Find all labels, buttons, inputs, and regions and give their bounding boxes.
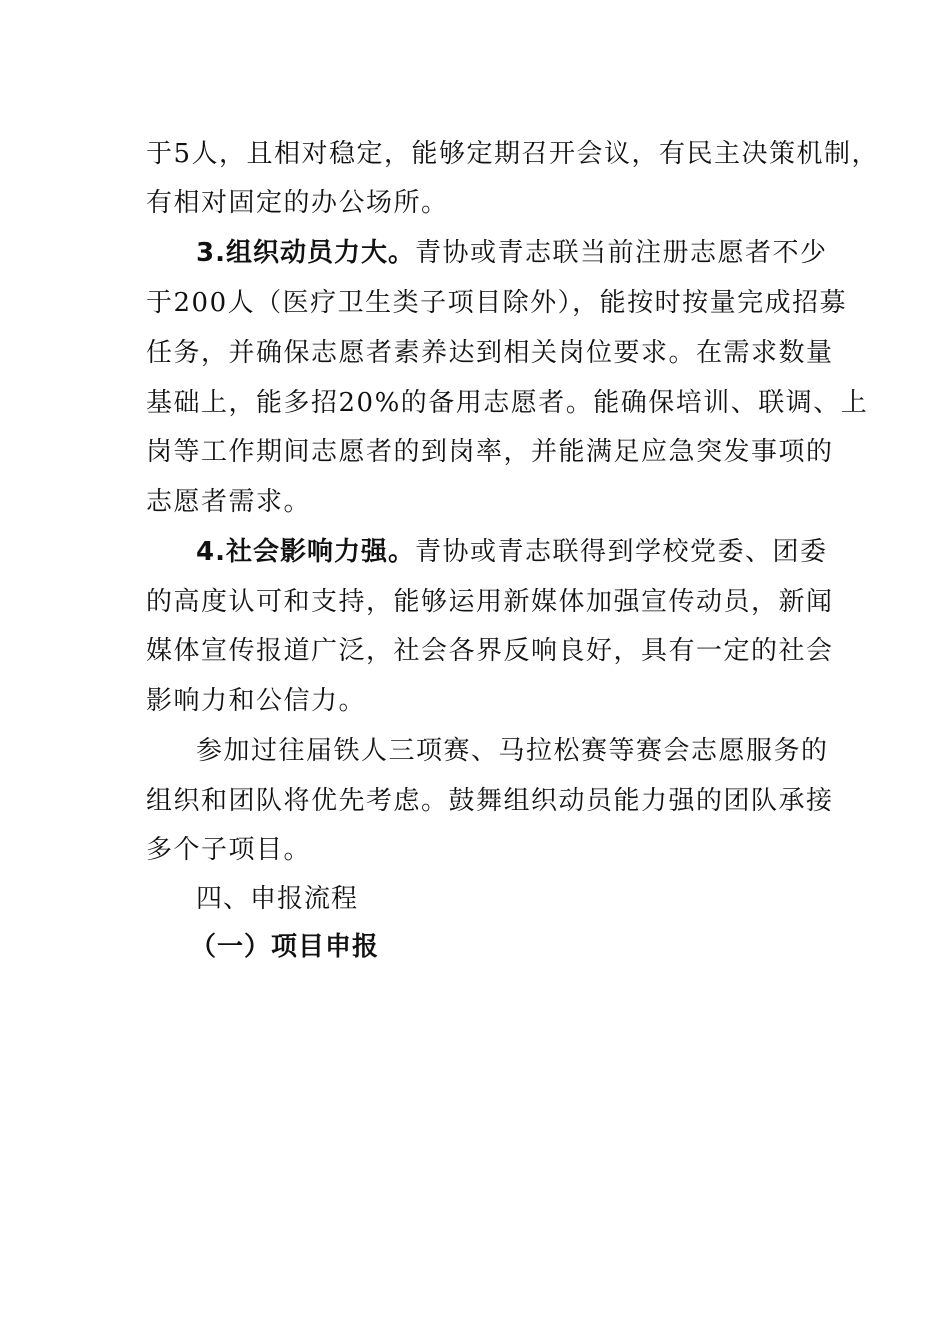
item-4-title: 4.社会影响力强。 [196,537,415,567]
body-text-line: 任务，并确保志愿者素养达到相关岗位要求。在需求数量 [146,338,834,368]
item-4-text: 青协或青志联得到学校党委、团委 [414,537,828,567]
item-4-line [196,537,828,567]
subsection-heading: （一）项目申报 [190,932,380,962]
section-heading: 四、申报流程 [196,884,359,914]
body-text-line: 于200人（医疗卫生类子项目除外），能按时按量完成招募 [146,288,848,318]
body-text-line: 的高度认可和支持，能够运用新媒体加强宣传动员，新闻 [146,587,834,617]
body-text-line: 影响力和公信力。 [146,686,367,716]
body-text-line: 志愿者需求。 [146,487,312,517]
paragraph-first-line: 参加过往届铁人三项赛、马拉松赛等赛会志愿服务的 [196,736,829,766]
body-text-line: 于5人，且相对稳定，能够定期召开会议，有民主决策机制， [146,139,880,169]
body-text-line: 有相对固定的办公场所。 [146,188,449,218]
body-text-line: 基础上，能多招20%的备用志愿者。能确保培训、联调、上 [146,388,869,418]
body-text-line: 媒体宣传报道广泛，社会各界反响良好，具有一定的社会 [146,636,834,666]
item-3-text: 青协或青志联当前注册志愿者不少 [414,238,828,268]
item-3-title: 3.组织动员力大。 [196,238,415,268]
body-text-line: 岗等工作期间志愿者的到岗率，并能满足应急突发事项的 [146,437,834,467]
body-text-line: 组织和团队将优先考虑。鼓舞组织动员能力强的团队承接 [146,786,834,816]
body-text-line: 多个子项目。 [146,835,312,865]
item-3-line [196,238,828,268]
